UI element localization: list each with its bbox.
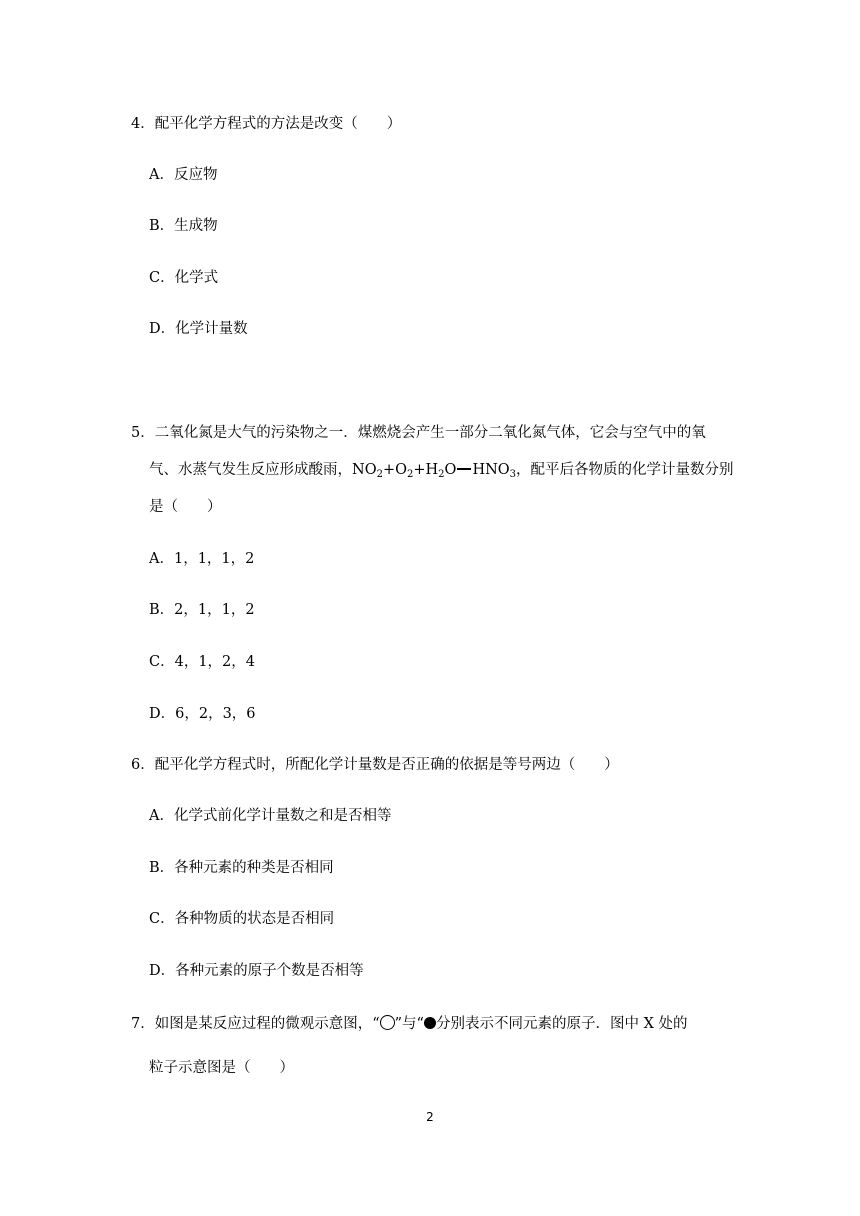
chemical-equation [352, 462, 516, 478]
filled-circle-atom-icon [424, 1017, 436, 1029]
formula-no2: NO [352, 462, 377, 478]
question-6-option-a: A．化学式前化学计量数之和是否相等 [149, 808, 392, 824]
question-6-option-d: D．各种元素的原子个数是否相等 [149, 963, 364, 979]
question-5-option-d: D．6，2，3，6 [149, 706, 256, 722]
question-7-text-part-2: ”与“ [394, 1016, 424, 1032]
subscript: 2 [407, 469, 414, 480]
formula-hno3: HNO [472, 462, 510, 478]
reaction-equals-bar [457, 468, 471, 470]
question-6-option-b: B．各种元素的种类是否相同 [149, 860, 334, 876]
question-5-stem-line-3: 是（ ） [149, 499, 222, 515]
subscript: 2 [376, 469, 383, 480]
question-6-stem: 6．配平化学方程式时，所配化学计量数是否正确的依据是等号两边（ ） [131, 757, 619, 773]
question-6-option-c: C．各种物质的状态是否相同 [149, 911, 335, 927]
formula-o: O [444, 462, 457, 478]
question-5-text-prefix: 气、水蒸气发生反应形成酸雨， [149, 462, 352, 478]
question-5-option-b: B．2，1，1，2 [149, 602, 255, 618]
question-4-option-b: B．生成物 [149, 218, 218, 234]
question-7-text-part-1: 7．如图是某反应过程的微观示意图，“ [131, 1016, 380, 1032]
open-circle-atom-icon [380, 1015, 395, 1030]
question-5-option-a: A．1，1，1，2 [149, 551, 255, 567]
subscript: 2 [438, 469, 445, 480]
question-7-stem-line-1 [131, 1014, 688, 1034]
question-5-stem-line-1: 5．二氧化氮是大气的污染物之一．煤燃烧会产生一部分二氧化氮气体，它会与空气中的氧 [131, 425, 706, 441]
question-4-option-a: A．反应物 [149, 167, 218, 183]
question-4-option-d: D．化学计量数 [149, 321, 248, 337]
subscript: 3 [509, 469, 517, 480]
question-5-text-suffix: ，配平后各物质的化学计量数分别 [516, 462, 734, 478]
question-5-option-c: C．4，1，2，4 [149, 654, 255, 670]
question-4-stem: 4．配平化学方程式的方法是改变（ ） [131, 116, 402, 132]
question-4-option-c: C．化学式 [149, 270, 219, 286]
formula-h2o: +H [413, 462, 439, 478]
question-5-stem-line-2 [149, 460, 734, 480]
formula-o2: +O [382, 462, 407, 478]
page-number: 2 [426, 1110, 434, 1124]
question-7-stem-line-2: 粒子示意图是（ ） [149, 1060, 294, 1076]
question-7-text-part-3: 分别表示不同元素的原子．图中 X 处的 [435, 1016, 688, 1032]
